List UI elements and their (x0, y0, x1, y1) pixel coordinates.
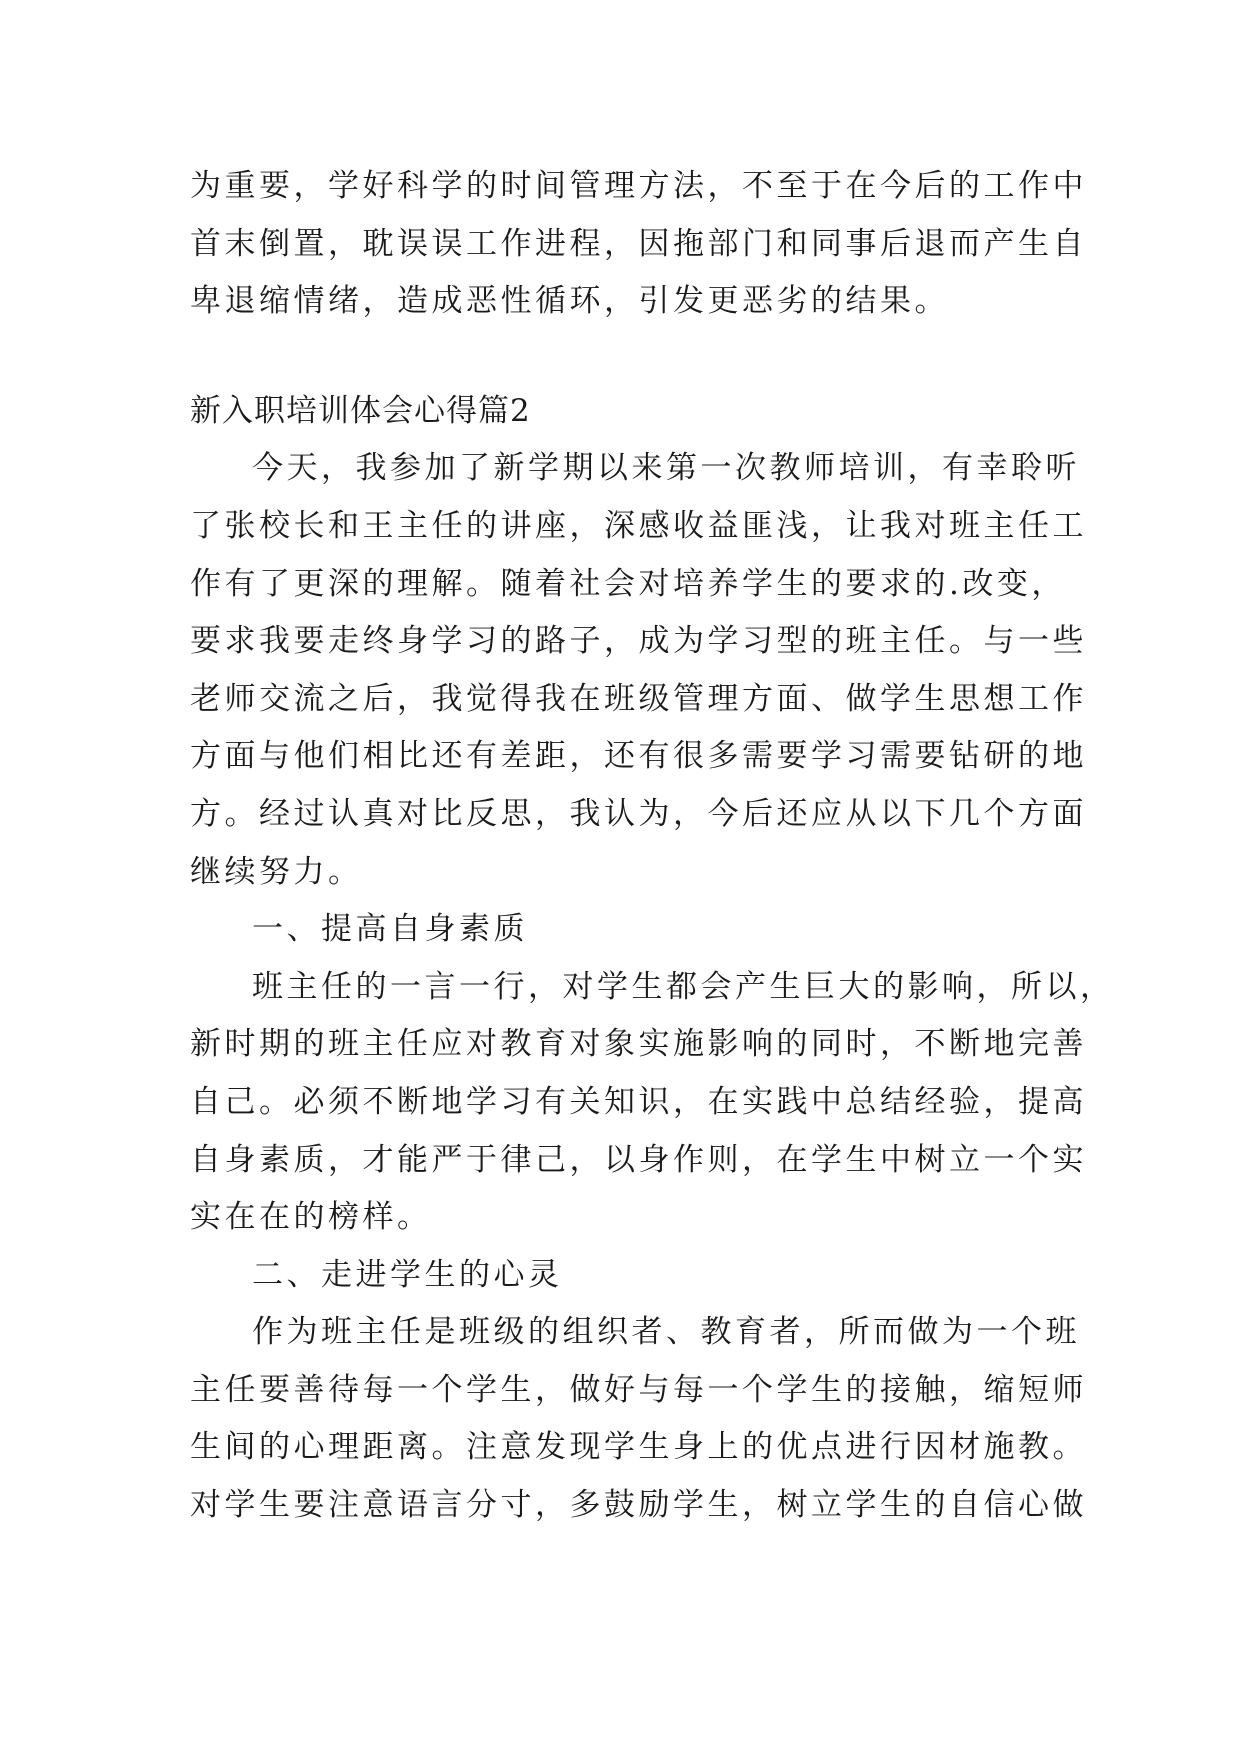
text-line: 首末倒置，耽误误工作进程，因拖部门和同事后退而产生自 (190, 225, 1087, 262)
text-line: 老师交流之后，我觉得我在班级管理方面、做学生思想工作 (190, 680, 1087, 717)
text-line: 方。经过认真对比反思，我认为，今后还应从以下几个方面 (190, 795, 1087, 832)
text-line: 生间的心理距离。注意发现学生身上的优点进行因材施教。 (190, 1429, 1087, 1466)
text-line: 对学生要注意语言分寸，多鼓励学生，树立学生的自信心做 (190, 1487, 1087, 1524)
text-line: 自己。必须不断地学习有关知识，在实践中总结经验，提高 (190, 1083, 1087, 1120)
text-line: 新时期的班主任应对教育对象实施影响的同时，不断地完善 (190, 1026, 1087, 1063)
subheading-1: 一、提高自身素质 (252, 911, 528, 948)
document-body (190, 158, 1115, 1535)
text-line: 继续努力。 (190, 853, 363, 890)
text-line: 方面与他们相比还有差距，还有很多需要学习需要钻研的地 (190, 738, 1087, 775)
paragraph-gap (190, 331, 1070, 383)
text-line: 实在在的榜样。 (190, 1199, 432, 1236)
subheading-2: 二、走进学生的心灵 (252, 1256, 563, 1293)
text-line: 作有了更深的理解。随着社会对培养学生的要求的.改变， (190, 565, 1066, 602)
section-title: 新入职培训体会心得篇2 (190, 392, 531, 429)
text-line: 今天，我参加了新学期以来第一次教师培训，有幸聆听 (252, 450, 1080, 487)
text-line: 为重要，学好科学的时间管理方法，不至于在今后的工作中 (190, 168, 1087, 204)
text-line: 主任要善待每一个学生，做好与每一个学生的接触，缩短师 (190, 1371, 1087, 1408)
text-line: 卑退缩情绪，造成恶性循环，引发更恶劣的结果。 (190, 283, 949, 320)
text-line: 作为班主任是班级的组织者、教育者，所而做为一个班 (252, 1314, 1080, 1351)
text-line: 了张校长和王主任的讲座，深感收益匪浅，让我对班主任工 (190, 507, 1087, 544)
text-line: 自身素质，才能严于律己，以身作则，在学生中树立一个实 (190, 1141, 1087, 1178)
text-line: 班主任的一言一行，对学生都会产生巨大的影响，所以， (252, 968, 1115, 1005)
text-line: 要求我要走终身学习的路子，成为学习型的班主任。与一些 (190, 623, 1087, 660)
